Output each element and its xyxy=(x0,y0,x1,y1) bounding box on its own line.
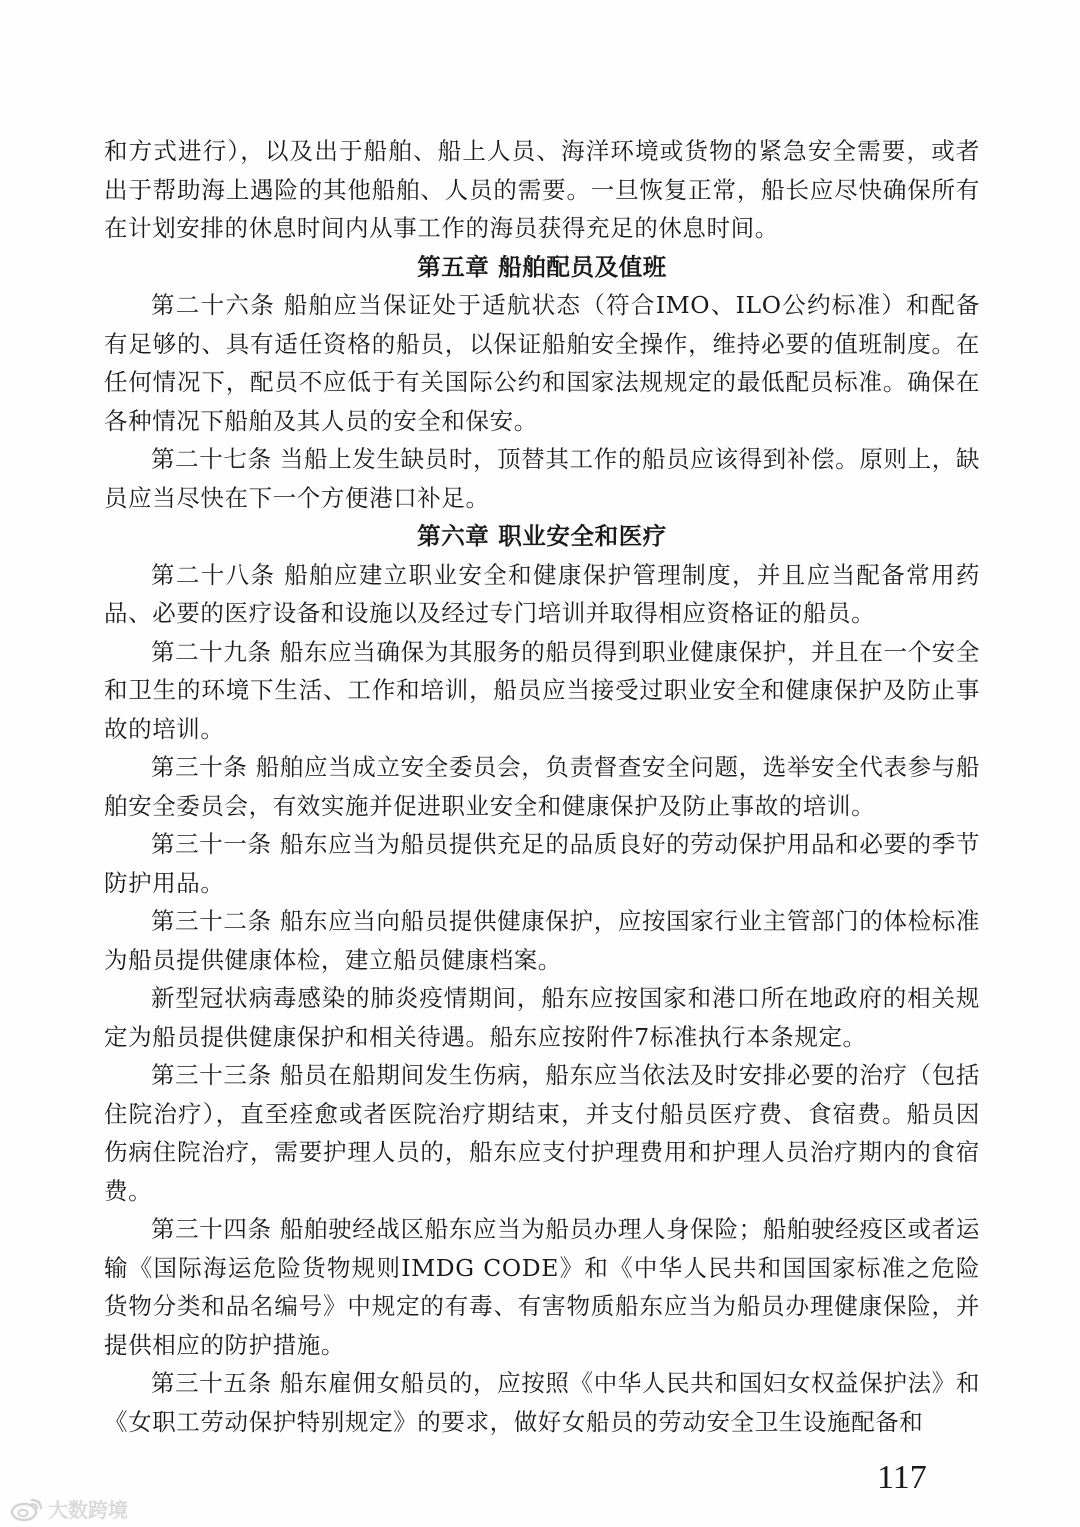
watermark-text: 大数跨境 xyxy=(48,1498,128,1522)
document-body xyxy=(104,132,980,1441)
weibo-logo-icon xyxy=(10,1496,44,1522)
article-28: 第二十八条 船舶应建立职业安全和健康保护管理制度，并且应当配备常用药品、必要的医疗设备和设施以及经过专门培训并取得相应资格证的船员。 xyxy=(104,560,980,627)
article-26: 第二十六条 船舶应当保证处于适航状态（符合IMO、ILO公约标准）和配备有足够的、具有适任资格的船员，以保证船舶安全操作，维持必要的值班制度。在任何情况下，配员不应低于有关国际公约和国家法规规定的最低配员标准。确保在各种情况下船舶及其人员的安全和保安。 xyxy=(104,291,980,435)
chapter-heading-5: 第五章 船舶配员及值班 xyxy=(417,252,667,281)
article-29: 第二十九条 船东应当确保为其服务的船员得到职业健康保护，并且在一个安全和卫生的环境下生活、工作和培训，船员应当接受过职业安全和健康保护及防止事故的培训。 xyxy=(104,637,980,743)
article-31: 第三十一条 船东应当为船员提供充足的品质良好的劳动保护用品和必要的季节防护用品。 xyxy=(104,830,980,897)
paragraph-continuation: 和方式进行），以及出于船舶、船上人员、海洋环境或货物的紧急安全需要，或者出于帮助海上遇险的其他船舶、人员的需要。一旦恢复正常，船长应尽快确保所有在计划安排的休息时间内从事工作的海员获得充足的休息时间。 xyxy=(104,137,980,242)
article-34: 第三十四条 船舶驶经战区船东应当为船员办理人身保险；船舶驶经疫区或者运输《国际海运危险货物规则IMDG CODE》和《中华人民共和国国家标准之危险货物分类和品名编号》中规定的有毒、有害物质船东应当为船员办理健康保险，并提供相应的防护措施。 xyxy=(104,1215,980,1359)
chapter-heading-6: 第六章 职业安全和医疗 xyxy=(417,522,667,550)
article-35: 第三十五条 船东雇佣女船员的，应按照《中华人民共和国妇女权益保护法》和《女职工劳动保护特别规定》的要求，做好女船员的劳动安全卫生设施配备和 xyxy=(104,1369,980,1436)
watermark xyxy=(10,1494,128,1523)
article-30: 第三十条 船舶应当成立安全委员会，负责督查安全问题，选举安全代表参与船舶安全委员会，有效实施并促进职业安全和健康保护及防止事故的培训。 xyxy=(104,753,980,820)
article-32-supplement: 新型冠状病毒感染的肺炎疫情期间，船东应按国家和港口所在地政府的相关规定为船员提供健康保护和相关待遇。船东应按附件7标准执行本条规定。 xyxy=(104,984,980,1051)
article-32: 第三十二条 船东应当向船员提供健康保护，应按国家行业主管部门的体检标准为船员提供健康体检，建立船员健康档案。 xyxy=(104,907,980,974)
article-33: 第三十三条 船员在船期间发生伤病，船东应当依法及时安排必要的治疗（包括住院治疗），直至痊愈或者医院治疗期结束，并支付船员医疗费、食宿费。船员因伤病住院治疗，需要护理人员的，船东应支付护理费用和护理人员治疗期内的食宿费。 xyxy=(104,1061,980,1205)
page-number: 117 xyxy=(877,1459,927,1496)
article-27: 第二十七条 当船上发生缺员时，顶替其工作的船员应该得到补偿。原则上，缺员应当尽快在下一个方便港口补足。 xyxy=(104,445,980,512)
